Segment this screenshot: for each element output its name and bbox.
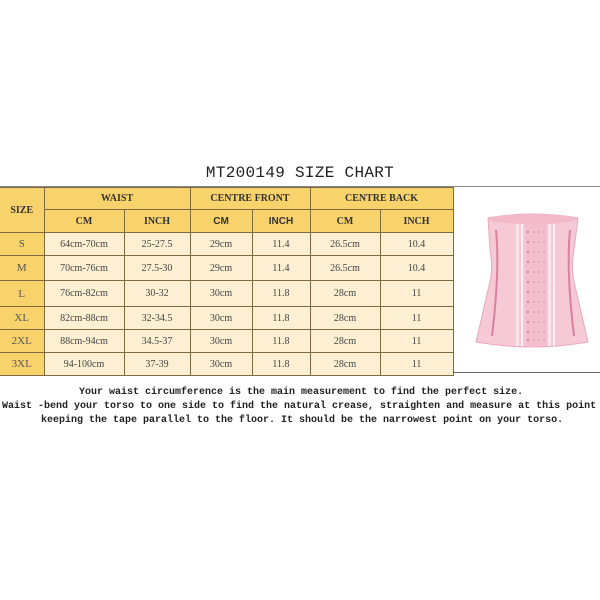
waist-trainer-icon	[470, 210, 595, 355]
back-inch-cell: 11	[380, 281, 453, 307]
back-cm-cell: 26.5cm	[310, 256, 380, 281]
table-row	[0, 330, 453, 353]
waist-inch-cell: 37-39	[124, 353, 190, 376]
back-cm-cell: 28cm	[310, 281, 380, 307]
waist-cm-cell: 64cm-70cm	[44, 233, 124, 256]
centre-front-header: CENTRE FRONT	[190, 188, 310, 210]
table-row	[0, 353, 453, 376]
size-cell: L	[0, 281, 44, 307]
measurement-notes	[0, 386, 600, 428]
pink-waist-trainer-image	[470, 210, 595, 355]
back-cm-header: CM	[310, 210, 380, 233]
back-cm-cell: 26.5cm	[310, 233, 380, 256]
size-cell: 2XL	[0, 330, 44, 353]
front-inch-cell: 11.8	[252, 281, 310, 307]
waist-inch-cell: 25-27.5	[124, 233, 190, 256]
front-inch-header: INCH	[252, 210, 310, 233]
size-cell: 3XL	[0, 353, 44, 376]
back-inch-header: INCH	[380, 210, 453, 233]
front-cm-cell: 29cm	[190, 233, 252, 256]
front-inch-cell: 11.4	[252, 233, 310, 256]
table-row	[0, 281, 453, 307]
waist-inch-header: INCH	[124, 210, 190, 233]
back-inch-cell: 11	[380, 307, 453, 330]
image-bottom-divider	[453, 372, 600, 373]
back-cm-cell: 28cm	[310, 353, 380, 376]
front-inch-cell: 11.8	[252, 307, 310, 330]
note-line-2: Waist -bend your torso to one side to find the natural crease, straighten and measure at this point	[2, 401, 597, 412]
size-header: SIZE	[0, 188, 44, 233]
waist-inch-cell: 30-32	[124, 281, 190, 307]
waist-inch-cell: 32-34.5	[124, 307, 190, 330]
header-row-groups	[0, 188, 453, 210]
back-cm-cell: 28cm	[310, 330, 380, 353]
waist-inch-cell: 27.5-30	[124, 256, 190, 281]
waist-cm-cell: 70cm-76cm	[44, 256, 124, 281]
front-cm-cell: 29cm	[190, 256, 252, 281]
table-row	[0, 233, 453, 256]
back-cm-cell: 28cm	[310, 307, 380, 330]
waist-header: WAIST	[44, 188, 190, 210]
front-inch-cell: 11.4	[252, 256, 310, 281]
back-inch-cell: 11	[380, 353, 453, 376]
centre-back-header: CENTRE BACK	[310, 188, 453, 210]
waist-cm-cell: 88cm-94cm	[44, 330, 124, 353]
front-cm-cell: 30cm	[190, 330, 252, 353]
front-cm-cell: 30cm	[190, 353, 252, 376]
table-row	[0, 256, 453, 281]
front-cm-header: CM	[190, 210, 252, 233]
front-cm-cell: 30cm	[190, 307, 252, 330]
waist-inch-cell: 34.5-37	[124, 330, 190, 353]
header-row-units	[0, 210, 453, 233]
size-table	[0, 187, 454, 376]
table-row	[0, 307, 453, 330]
size-cell: M	[0, 256, 44, 281]
waist-cm-cell: 94-100cm	[44, 353, 124, 376]
front-cm-cell: 30cm	[190, 281, 252, 307]
size-cell: S	[0, 233, 44, 256]
waist-cm-cell: 76cm-82cm	[44, 281, 124, 307]
note-line-1: Your waist circumference is the main measurement to find the perfect size.	[79, 387, 524, 398]
note-line-3: keeping the tape parallel to the floor. It should be the narrowest point on your torso.	[41, 415, 564, 426]
back-inch-cell: 11	[380, 330, 453, 353]
waist-cm-cell: 82cm-88cm	[44, 307, 124, 330]
front-inch-cell: 11.8	[252, 353, 310, 376]
front-inch-cell: 11.8	[252, 330, 310, 353]
waist-cm-header: CM	[44, 210, 124, 233]
back-inch-cell: 10.4	[380, 233, 453, 256]
back-inch-cell: 10.4	[380, 256, 453, 281]
size-cell: XL	[0, 307, 44, 330]
chart-title: MT200149 SIZE CHART	[205, 164, 395, 182]
